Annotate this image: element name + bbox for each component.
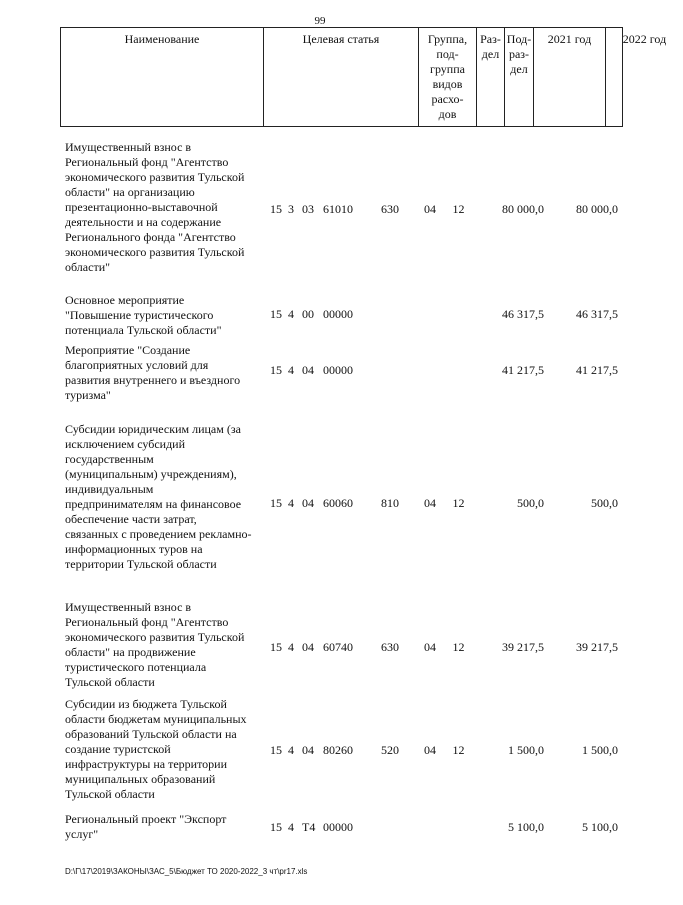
code-event: 04: [302, 743, 314, 757]
table-row: [0, 293, 640, 341]
table-header: [60, 27, 667, 127]
header-podrazdel: Под- раз- дел: [505, 28, 534, 126]
expense-group: 520: [381, 743, 399, 757]
code-event: 03: [302, 202, 314, 216]
amount-2022: 41 217,5: [576, 363, 618, 377]
header-2021: 2021 год: [534, 28, 606, 126]
code-direction: 00000: [323, 820, 353, 834]
podrazdel: 12: [452, 640, 465, 654]
code-program: 15: [270, 743, 282, 757]
amount-2022: 80 000,0: [576, 202, 618, 216]
amount-2022: 39 217,5: [576, 640, 618, 654]
row-name: Субсидии юридическим лицам (за исключением субсидий государственным (муниципальным) учреждениям), индивидуальным предпринимателям на финансовое обеспечение части затрат, связанных с проведением рекламно- информационных туров на территории Тульской области: [65, 422, 252, 571]
code-subprogram: 4: [288, 307, 294, 321]
amount-2021: 5 100,0: [508, 820, 544, 834]
amount-2022: 5 100,0: [582, 820, 618, 834]
code-program: 15: [270, 307, 282, 321]
code-event: 04: [302, 640, 314, 654]
code-direction: 60060: [323, 496, 353, 510]
amount-2022: 46 317,5: [576, 307, 618, 321]
code-direction: 61010: [323, 202, 353, 216]
code-event: 04: [302, 496, 314, 510]
code-event: Т4: [302, 820, 316, 834]
amount-2021: 41 217,5: [502, 363, 544, 377]
row-name: Имущественный взнос в Региональный фонд "Агентство экономического развития Тульской области" на организацию презентационно-выставочной деятельности и на содержание Регионального фонда "Агентство экономического развития Тульской области": [65, 140, 245, 274]
expense-group: 810: [381, 496, 399, 510]
code-subprogram: 3: [288, 202, 294, 216]
podrazdel: 12: [452, 743, 465, 757]
row-name: Имущественный взнос в Региональный фонд "Агентство экономического развития Тульской области" на продвижение туристического потенциала Тульской области: [65, 600, 245, 689]
code-direction: 80260: [323, 743, 353, 757]
table-row: [0, 343, 640, 405]
expense-group: 630: [381, 640, 399, 654]
razdel: 04: [424, 743, 436, 757]
row-name: Региональный проект "Экспорт услуг": [65, 812, 227, 841]
code-subprogram: 4: [288, 363, 294, 377]
table-row: [0, 812, 640, 846]
header-name: Наименование: [61, 28, 264, 126]
amount-2021: 46 317,5: [502, 307, 544, 321]
code-subprogram: 4: [288, 640, 294, 654]
header-group: Группа, под- группа видов расхо- дов: [419, 28, 477, 126]
header-razdel: Раз- дел: [477, 28, 505, 126]
code-subprogram: 4: [288, 496, 294, 510]
header-2022: 2022 год: [622, 32, 667, 46]
code-direction: 00000: [323, 363, 353, 377]
row-name: Субсидии из бюджета Тульской области бюджетам муниципальных образований Тульской области на создание туристской инфраструктуры на территории муниципальных образований Тульской области: [65, 697, 247, 801]
amount-2021: 500,0: [517, 496, 544, 510]
amount-2022: 500,0: [591, 496, 618, 510]
code-program: 15: [270, 496, 282, 510]
row-name: Мероприятие "Создание благоприятных условий для развития внутреннего и въездного туризма": [65, 343, 241, 402]
expense-group: 630: [381, 202, 399, 216]
code-subprogram: 4: [288, 743, 294, 757]
row-name: Основное мероприятие "Повышение туристического потенциала Тульской области": [65, 293, 222, 337]
table-row: [0, 600, 640, 692]
page-number: 99: [314, 15, 326, 27]
amount-2022: 1 500,0: [582, 743, 618, 757]
code-program: 15: [270, 820, 282, 834]
header-target-article: Целевая статья: [264, 28, 419, 126]
table-row: [0, 140, 640, 280]
razdel: 04: [424, 496, 436, 510]
table-row: [0, 697, 640, 807]
code-direction: 60740: [323, 640, 353, 654]
razdel: 04: [424, 202, 436, 216]
file-path-footer: D:\Г\17\2019\ЗАКОНЫ\ЗАС_5\Бюджет ТО 2020-2022_3 чт\pr17.xls: [65, 867, 308, 876]
amount-2021: 1 500,0: [508, 743, 544, 757]
razdel: 04: [424, 640, 436, 654]
code-direction: 00000: [323, 307, 353, 321]
podrazdel: 12: [452, 496, 465, 510]
table-row: [0, 422, 640, 577]
code-event: 04: [302, 363, 314, 377]
amount-2021: 80 000,0: [502, 202, 544, 216]
code-program: 15: [270, 640, 282, 654]
amount-2021: 39 217,5: [502, 640, 544, 654]
code-program: 15: [270, 202, 282, 216]
code-program: 15: [270, 363, 282, 377]
code-event: 00: [302, 307, 314, 321]
code-subprogram: 4: [288, 820, 294, 834]
podrazdel: 12: [452, 202, 465, 216]
